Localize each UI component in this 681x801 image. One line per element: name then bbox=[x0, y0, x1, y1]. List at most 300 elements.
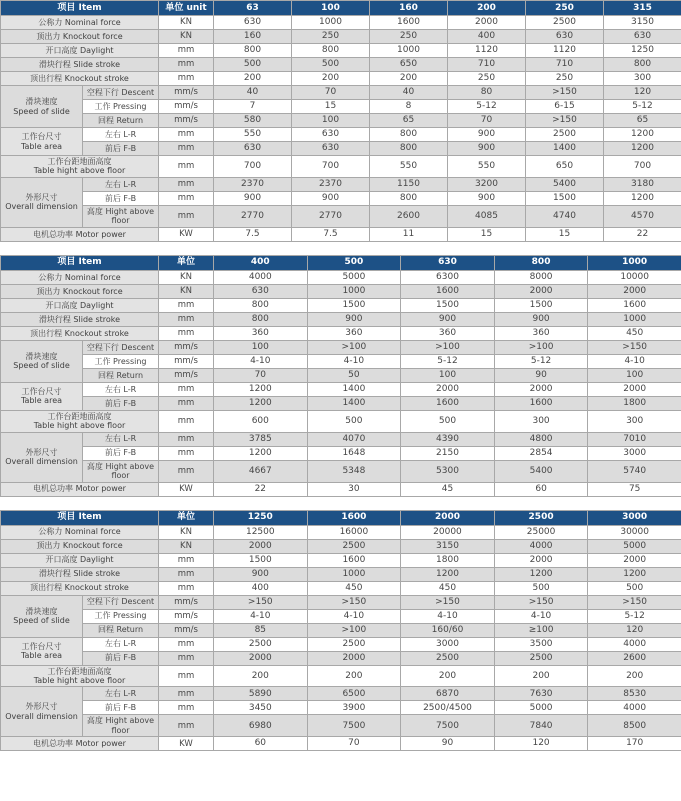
row-label: 公称力 Nominal force bbox=[1, 525, 159, 539]
unit-cell: mm bbox=[159, 205, 214, 227]
value-cell: 2000 bbox=[494, 284, 588, 298]
value-cell: 1000 bbox=[307, 284, 401, 298]
value-cell: 300 bbox=[494, 410, 588, 432]
value-cell: 2500/4500 bbox=[401, 701, 495, 715]
value-cell: 200 bbox=[401, 665, 495, 687]
value-cell: 160 bbox=[214, 30, 292, 44]
value-cell: 3180 bbox=[604, 177, 681, 191]
col-header-unit: 单位 bbox=[159, 255, 214, 270]
table-row bbox=[1, 142, 681, 156]
value-cell: 60 bbox=[214, 737, 308, 751]
value-cell: 2000 bbox=[588, 382, 681, 396]
value-cell: 1120 bbox=[526, 44, 604, 58]
row-group-label: 滑块速度 Speed of slide bbox=[1, 595, 83, 637]
col-header-model: 1000 bbox=[588, 255, 681, 270]
col-header-model: 400 bbox=[214, 255, 308, 270]
row-sublabel: 左右 L-R bbox=[83, 687, 159, 701]
col-header-model: 3000 bbox=[588, 510, 681, 525]
value-cell: 450 bbox=[307, 581, 401, 595]
value-cell: 1000 bbox=[292, 16, 370, 30]
value-cell: 450 bbox=[401, 581, 495, 595]
unit-cell: mm/s bbox=[159, 86, 214, 100]
unit-cell: mm bbox=[159, 128, 214, 142]
value-cell: 800 bbox=[292, 44, 370, 58]
table-row bbox=[1, 637, 681, 651]
table-row bbox=[1, 44, 681, 58]
row-group-label: 外形尺寸 Overall dimension bbox=[1, 432, 83, 482]
value-cell: 500 bbox=[292, 58, 370, 72]
table-row bbox=[1, 539, 681, 553]
row-label: 公称力 Nominal force bbox=[1, 270, 159, 284]
value-cell: >150 bbox=[494, 595, 588, 609]
value-cell: 2000 bbox=[401, 382, 495, 396]
value-cell: 1500 bbox=[526, 191, 604, 205]
value-cell: 2500 bbox=[401, 651, 495, 665]
value-cell: 1648 bbox=[307, 446, 401, 460]
row-sublabel: 空程下行 Descent bbox=[83, 86, 159, 100]
unit-cell: mm bbox=[159, 432, 214, 446]
value-cell: 1800 bbox=[401, 553, 495, 567]
value-cell: 2770 bbox=[214, 205, 292, 227]
value-cell: 900 bbox=[448, 142, 526, 156]
value-cell: 800 bbox=[214, 44, 292, 58]
value-cell: 900 bbox=[292, 191, 370, 205]
row-label: 工作台距地面高度 Table hight above floor bbox=[1, 665, 159, 687]
value-cell: 120 bbox=[588, 623, 681, 637]
value-cell: 80 bbox=[448, 86, 526, 100]
value-cell: 250 bbox=[292, 30, 370, 44]
table-row bbox=[1, 581, 681, 595]
value-cell: 85 bbox=[214, 623, 308, 637]
col-header-model: 63 bbox=[214, 1, 292, 16]
row-label: 工作台距地面高度 Table hight above floor bbox=[1, 156, 159, 178]
value-cell: 4070 bbox=[307, 432, 401, 446]
row-sublabel: 高度 Hight above floor bbox=[83, 715, 159, 737]
value-cell: 4-10 bbox=[588, 354, 681, 368]
value-cell: 15 bbox=[448, 227, 526, 241]
row-label: 公称力 Nominal force bbox=[1, 16, 159, 30]
table-row bbox=[1, 227, 681, 241]
value-cell: 2000 bbox=[494, 382, 588, 396]
value-cell: 2150 bbox=[401, 446, 495, 460]
value-cell: 550 bbox=[214, 128, 292, 142]
table-row bbox=[1, 326, 681, 340]
table-row bbox=[1, 701, 681, 715]
value-cell: 1200 bbox=[604, 191, 681, 205]
value-cell: 170 bbox=[588, 737, 681, 751]
value-cell: 6870 bbox=[401, 687, 495, 701]
value-cell: 630 bbox=[214, 16, 292, 30]
table-row bbox=[1, 312, 681, 326]
value-cell: 1200 bbox=[401, 567, 495, 581]
value-cell: 4-10 bbox=[494, 609, 588, 623]
row-sublabel: 回程 Return bbox=[83, 623, 159, 637]
value-cell: 550 bbox=[370, 156, 448, 178]
row-label: 电机总功率 Motor power bbox=[1, 482, 159, 496]
value-cell: 630 bbox=[292, 128, 370, 142]
value-cell: 4800 bbox=[494, 432, 588, 446]
value-cell: 3150 bbox=[604, 16, 681, 30]
row-sublabel: 空程下行 Descent bbox=[83, 595, 159, 609]
value-cell: >150 bbox=[401, 595, 495, 609]
header-row bbox=[1, 255, 681, 270]
value-cell: 2500 bbox=[526, 128, 604, 142]
value-cell: 900 bbox=[494, 312, 588, 326]
table-row bbox=[1, 410, 681, 432]
unit-cell: mm bbox=[159, 410, 214, 432]
row-label: 顶出力 Knockout force bbox=[1, 539, 159, 553]
value-cell: 5-12 bbox=[448, 100, 526, 114]
value-cell: 20000 bbox=[401, 525, 495, 539]
row-sublabel: 工作 Pressing bbox=[83, 354, 159, 368]
row-label: 开口高度 Daylight bbox=[1, 44, 159, 58]
row-label: 电机总功率 Motor power bbox=[1, 737, 159, 751]
value-cell: 630 bbox=[604, 30, 681, 44]
col-header-item: 项目 Item bbox=[1, 510, 159, 525]
unit-cell: KN bbox=[159, 539, 214, 553]
col-header-model: 160 bbox=[370, 1, 448, 16]
table-row bbox=[1, 715, 681, 737]
col-header-model: 500 bbox=[307, 255, 401, 270]
table-row bbox=[1, 270, 681, 284]
unit-cell: mm/s bbox=[159, 100, 214, 114]
value-cell: 650 bbox=[526, 156, 604, 178]
table-row bbox=[1, 114, 681, 128]
value-cell: 550 bbox=[448, 156, 526, 178]
row-label: 顶出力 Knockout force bbox=[1, 30, 159, 44]
table-row bbox=[1, 432, 681, 446]
value-cell: 6300 bbox=[401, 270, 495, 284]
value-cell: 3900 bbox=[307, 701, 401, 715]
value-cell: 200 bbox=[588, 665, 681, 687]
table-row bbox=[1, 177, 681, 191]
value-cell: 15 bbox=[526, 227, 604, 241]
value-cell: 2500 bbox=[494, 651, 588, 665]
table-row bbox=[1, 651, 681, 665]
value-cell: 8500 bbox=[588, 715, 681, 737]
table-row bbox=[1, 340, 681, 354]
value-cell: 100 bbox=[292, 114, 370, 128]
spec-table-large-models bbox=[0, 510, 681, 752]
table-row bbox=[1, 382, 681, 396]
value-cell: 800 bbox=[214, 298, 308, 312]
unit-cell: KW bbox=[159, 482, 214, 496]
value-cell: 5-12 bbox=[401, 354, 495, 368]
value-cell: 4570 bbox=[604, 205, 681, 227]
value-cell: 4390 bbox=[401, 432, 495, 446]
value-cell: 700 bbox=[292, 156, 370, 178]
row-label: 电机总功率 Motor power bbox=[1, 227, 159, 241]
value-cell: 2000 bbox=[448, 16, 526, 30]
unit-cell: mm bbox=[159, 58, 214, 72]
value-cell: 1200 bbox=[494, 567, 588, 581]
unit-cell: mm bbox=[159, 665, 214, 687]
col-header-model: 250 bbox=[526, 1, 604, 16]
table-row bbox=[1, 354, 681, 368]
row-sublabel: 高度 Hight above floor bbox=[83, 205, 159, 227]
value-cell: 5740 bbox=[588, 460, 681, 482]
value-cell: 4000 bbox=[588, 637, 681, 651]
value-cell: 300 bbox=[604, 72, 681, 86]
value-cell: 2000 bbox=[494, 553, 588, 567]
value-cell: 5300 bbox=[401, 460, 495, 482]
unit-cell: mm bbox=[159, 298, 214, 312]
table-row bbox=[1, 128, 681, 142]
col-header-model: 1600 bbox=[307, 510, 401, 525]
value-cell: 2600 bbox=[588, 651, 681, 665]
table-row bbox=[1, 205, 681, 227]
value-cell: >150 bbox=[588, 595, 681, 609]
value-cell: 2770 bbox=[292, 205, 370, 227]
value-cell: 800 bbox=[370, 191, 448, 205]
value-cell: 1250 bbox=[604, 44, 681, 58]
unit-cell: mm/s bbox=[159, 623, 214, 637]
value-cell: 6500 bbox=[307, 687, 401, 701]
row-label: 开口高度 Daylight bbox=[1, 553, 159, 567]
table-row bbox=[1, 460, 681, 482]
value-cell: 7.5 bbox=[214, 227, 292, 241]
row-sublabel: 前后 F-B bbox=[83, 446, 159, 460]
table-row bbox=[1, 30, 681, 44]
value-cell: 2500 bbox=[526, 16, 604, 30]
value-cell: 200 bbox=[307, 665, 401, 687]
row-sublabel: 前后 F-B bbox=[83, 651, 159, 665]
value-cell: 22 bbox=[604, 227, 681, 241]
value-cell: 50 bbox=[307, 368, 401, 382]
value-cell: 630 bbox=[214, 142, 292, 156]
row-label: 顶出行程 Knockout stroke bbox=[1, 326, 159, 340]
row-label: 顶出力 Knockout force bbox=[1, 284, 159, 298]
table-row bbox=[1, 100, 681, 114]
row-sublabel: 空程下行 Descent bbox=[83, 340, 159, 354]
col-header-model: 630 bbox=[401, 255, 495, 270]
col-header-model: 1250 bbox=[214, 510, 308, 525]
value-cell: 2500 bbox=[214, 637, 308, 651]
table-row bbox=[1, 609, 681, 623]
row-label: 工作台距地面高度 Table hight above floor bbox=[1, 410, 159, 432]
value-cell: 3000 bbox=[588, 446, 681, 460]
value-cell: 5348 bbox=[307, 460, 401, 482]
unit-cell: mm/s bbox=[159, 340, 214, 354]
value-cell: 25000 bbox=[494, 525, 588, 539]
unit-cell: mm/s bbox=[159, 354, 214, 368]
value-cell: 5-12 bbox=[588, 609, 681, 623]
spec-table-small-models bbox=[0, 0, 681, 242]
value-cell: 500 bbox=[494, 581, 588, 595]
value-cell: 7500 bbox=[307, 715, 401, 737]
value-cell: 2000 bbox=[307, 651, 401, 665]
value-cell: >100 bbox=[307, 623, 401, 637]
col-header-model: 200 bbox=[448, 1, 526, 16]
value-cell: 3500 bbox=[494, 637, 588, 651]
value-cell: >150 bbox=[526, 86, 604, 100]
value-cell: >100 bbox=[401, 340, 495, 354]
unit-cell: KN bbox=[159, 284, 214, 298]
value-cell: 450 bbox=[588, 326, 681, 340]
value-cell: 5000 bbox=[494, 701, 588, 715]
value-cell: 2370 bbox=[214, 177, 292, 191]
table-row bbox=[1, 482, 681, 496]
value-cell: 4-10 bbox=[307, 354, 401, 368]
value-cell: 1600 bbox=[494, 396, 588, 410]
row-label: 顶出行程 Knockout stroke bbox=[1, 581, 159, 595]
value-cell: 2370 bbox=[292, 177, 370, 191]
value-cell: 1200 bbox=[214, 446, 308, 460]
table-row bbox=[1, 687, 681, 701]
value-cell: 65 bbox=[370, 114, 448, 128]
value-cell: 630 bbox=[214, 284, 308, 298]
col-header-unit: 单位 unit bbox=[159, 1, 214, 16]
value-cell: 70 bbox=[292, 86, 370, 100]
value-cell: 1200 bbox=[588, 567, 681, 581]
value-cell: 1500 bbox=[307, 298, 401, 312]
value-cell: 4000 bbox=[214, 270, 308, 284]
value-cell: 630 bbox=[526, 30, 604, 44]
row-sublabel: 左右 L-R bbox=[83, 128, 159, 142]
value-cell: 120 bbox=[494, 737, 588, 751]
value-cell: 2000 bbox=[588, 553, 681, 567]
value-cell: 360 bbox=[214, 326, 308, 340]
value-cell: 1500 bbox=[494, 298, 588, 312]
value-cell: 900 bbox=[307, 312, 401, 326]
value-cell: 10000 bbox=[588, 270, 681, 284]
unit-cell: mm bbox=[159, 581, 214, 595]
value-cell: 1200 bbox=[214, 396, 308, 410]
table-row bbox=[1, 16, 681, 30]
value-cell: 1500 bbox=[214, 553, 308, 567]
row-label: 开口高度 Daylight bbox=[1, 298, 159, 312]
value-cell: 1150 bbox=[370, 177, 448, 191]
value-cell: 360 bbox=[494, 326, 588, 340]
unit-cell: mm bbox=[159, 72, 214, 86]
row-sublabel: 左右 L-R bbox=[83, 177, 159, 191]
value-cell: 200 bbox=[292, 72, 370, 86]
value-cell: 1200 bbox=[604, 142, 681, 156]
value-cell: 2500 bbox=[307, 637, 401, 651]
value-cell: >150 bbox=[526, 114, 604, 128]
value-cell: 4-10 bbox=[401, 609, 495, 623]
value-cell: 65 bbox=[604, 114, 681, 128]
unit-cell: mm bbox=[159, 687, 214, 701]
value-cell: 100 bbox=[401, 368, 495, 382]
value-cell: 250 bbox=[370, 30, 448, 44]
value-cell: 100 bbox=[588, 368, 681, 382]
col-header-model: 800 bbox=[494, 255, 588, 270]
value-cell: 70 bbox=[307, 737, 401, 751]
value-cell: 580 bbox=[214, 114, 292, 128]
value-cell: 90 bbox=[494, 368, 588, 382]
row-sublabel: 前后 F-B bbox=[83, 191, 159, 205]
value-cell: 4000 bbox=[494, 539, 588, 553]
value-cell: 1000 bbox=[307, 567, 401, 581]
unit-cell: mm bbox=[159, 142, 214, 156]
unit-cell: mm bbox=[159, 567, 214, 581]
value-cell: 1600 bbox=[588, 298, 681, 312]
value-cell: 1800 bbox=[588, 396, 681, 410]
value-cell: 11 bbox=[370, 227, 448, 241]
value-cell: >150 bbox=[307, 595, 401, 609]
value-cell: 4667 bbox=[214, 460, 308, 482]
value-cell: 4-10 bbox=[214, 609, 308, 623]
value-cell: 700 bbox=[214, 156, 292, 178]
value-cell: 360 bbox=[307, 326, 401, 340]
unit-cell: KW bbox=[159, 737, 214, 751]
value-cell: 630 bbox=[292, 142, 370, 156]
unit-cell: KW bbox=[159, 227, 214, 241]
table-row bbox=[1, 58, 681, 72]
table-row bbox=[1, 156, 681, 178]
unit-cell: mm bbox=[159, 701, 214, 715]
value-cell: 1400 bbox=[307, 396, 401, 410]
value-cell: 500 bbox=[307, 410, 401, 432]
value-cell: 1120 bbox=[448, 44, 526, 58]
value-cell: 8530 bbox=[588, 687, 681, 701]
col-header-item: 项目 Item bbox=[1, 1, 159, 16]
row-sublabel: 左右 L-R bbox=[83, 637, 159, 651]
value-cell: 6-15 bbox=[526, 100, 604, 114]
table-row bbox=[1, 191, 681, 205]
value-cell: 900 bbox=[401, 312, 495, 326]
value-cell: 3200 bbox=[448, 177, 526, 191]
value-cell: 200 bbox=[214, 72, 292, 86]
value-cell: 7840 bbox=[494, 715, 588, 737]
value-cell: 3150 bbox=[401, 539, 495, 553]
value-cell: 4-10 bbox=[307, 609, 401, 623]
unit-cell: mm/s bbox=[159, 595, 214, 609]
value-cell: 1400 bbox=[307, 382, 401, 396]
unit-cell: mm bbox=[159, 637, 214, 651]
value-cell: 2854 bbox=[494, 446, 588, 460]
value-cell: 4-10 bbox=[214, 354, 308, 368]
table-row bbox=[1, 567, 681, 581]
value-cell: 5000 bbox=[307, 270, 401, 284]
row-group-label: 滑块速度 Speed of slide bbox=[1, 86, 83, 128]
row-sublabel: 工作 Pressing bbox=[83, 100, 159, 114]
value-cell: 1200 bbox=[604, 128, 681, 142]
value-cell: 30000 bbox=[588, 525, 681, 539]
row-sublabel: 高度 Hight above floor bbox=[83, 460, 159, 482]
value-cell: 75 bbox=[588, 482, 681, 496]
value-cell: 500 bbox=[401, 410, 495, 432]
row-sublabel: 回程 Return bbox=[83, 114, 159, 128]
value-cell: 3785 bbox=[214, 432, 308, 446]
value-cell: 22 bbox=[214, 482, 308, 496]
unit-cell: mm bbox=[159, 651, 214, 665]
value-cell: 7630 bbox=[494, 687, 588, 701]
row-group-label: 外形尺寸 Overall dimension bbox=[1, 687, 83, 737]
value-cell: 710 bbox=[448, 58, 526, 72]
row-group-label: 工作台尺寸 Table area bbox=[1, 637, 83, 665]
col-header-model: 315 bbox=[604, 1, 681, 16]
value-cell: 90 bbox=[401, 737, 495, 751]
value-cell: 8000 bbox=[494, 270, 588, 284]
col-header-model: 2500 bbox=[494, 510, 588, 525]
value-cell: 2000 bbox=[214, 651, 308, 665]
unit-cell: KN bbox=[159, 270, 214, 284]
value-cell: 5400 bbox=[494, 460, 588, 482]
value-cell: 1500 bbox=[401, 298, 495, 312]
table-row bbox=[1, 595, 681, 609]
value-cell: 360 bbox=[401, 326, 495, 340]
value-cell: 700 bbox=[604, 156, 681, 178]
unit-cell: mm bbox=[159, 44, 214, 58]
value-cell: 200 bbox=[214, 665, 308, 687]
value-cell: 7 bbox=[214, 100, 292, 114]
table-row bbox=[1, 396, 681, 410]
value-cell: 250 bbox=[526, 72, 604, 86]
value-cell: 200 bbox=[494, 665, 588, 687]
table-row bbox=[1, 446, 681, 460]
